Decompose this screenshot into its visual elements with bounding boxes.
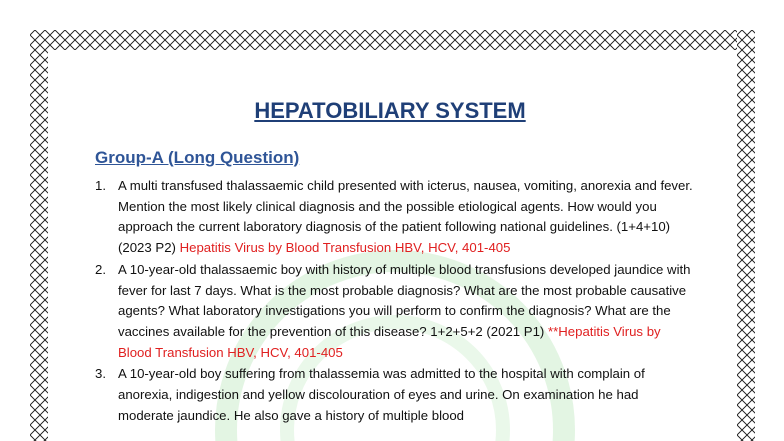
list-item xyxy=(95,260,695,364)
decorative-border-right xyxy=(737,30,755,441)
question-list xyxy=(95,176,695,427)
question-text: A multi transfused thalassaemic child presented with icterus, nausea, vomiting, anorexia and fever. Mention the most likely clinical diagnosis and the possible etiological agents. How would you approach the current laboratory diagnosis of the patient following national guidelines. (1+4+10) (2023 P2) xyxy=(118,178,693,256)
question-text: A 10-year-old boy suffering from thalassemia was admitted to the hospital with complain of anorexia, indigestion and yellow discolouration of eyes and urine. On examination he had moderate jaundice. He also gave a history of multiple blood xyxy=(118,366,645,423)
question-number: 2. xyxy=(95,261,106,277)
list-item xyxy=(95,364,695,426)
decorative-border-left xyxy=(30,30,48,441)
list-item xyxy=(95,176,695,259)
decorative-border-top xyxy=(30,30,755,50)
question-note: **Hepatitis Virus by Blood Transfusion HBV, HCV, 401-405 xyxy=(118,323,661,360)
question-text: A 10-year-old thalassaemic boy with history of multiple blood transfusions developed jaundice with fever for last 7 days. What is the most probable diagnosis? What are the most probable causative agents? What laboratory investigations you will perform to confirm the diagnosis? What are the vaccines available for the prevention of this disease? 1+2+5+2 (2021 P1) xyxy=(118,261,691,339)
page-title: HEPATOBILIARY SYSTEM xyxy=(254,98,526,123)
question-number: 3. xyxy=(95,366,106,382)
section-heading: Group-A (Long Question) xyxy=(95,148,300,167)
question-number: 1. xyxy=(95,178,106,193)
question-note: Hepatitis Virus by Blood Transfusion HBV, HCV, 401-405 xyxy=(179,240,511,256)
